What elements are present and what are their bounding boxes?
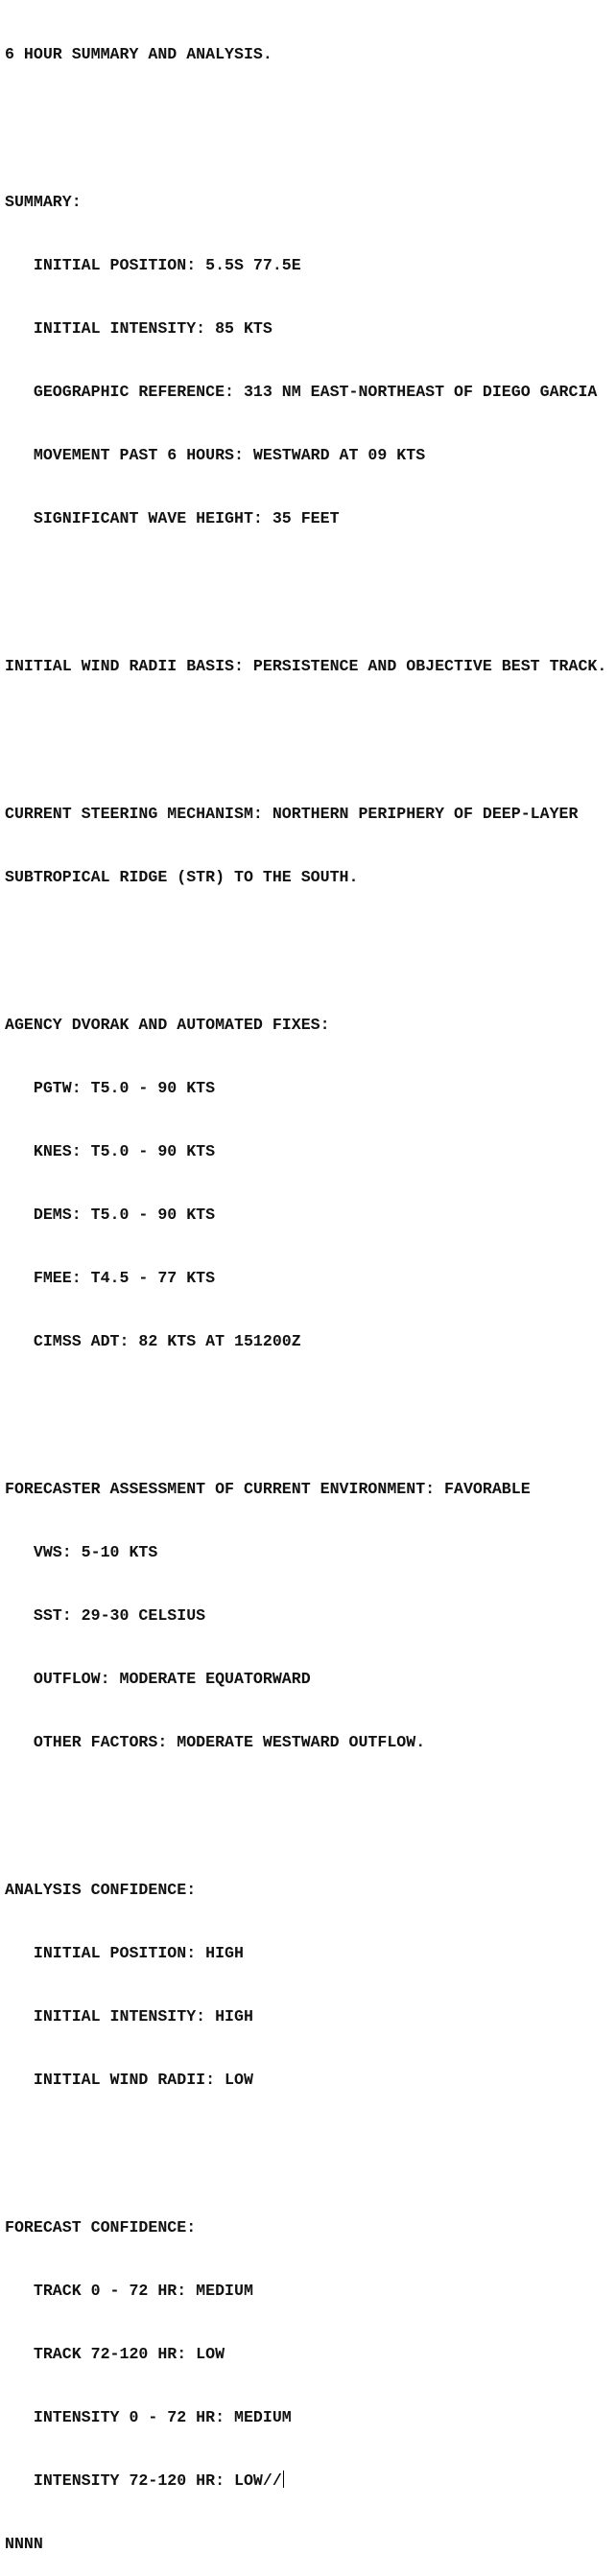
blank-line xyxy=(5,572,615,593)
forecast-confidence-track-0-72: TRACK 0 - 72 HR: MEDIUM xyxy=(33,2282,253,2300)
environment-vws: VWS: 5-10 KTS xyxy=(33,1543,158,1561)
bulletin-header: 6 HOUR SUMMARY AND ANALYSIS. xyxy=(5,45,272,63)
summary-wave-height: SIGNIFICANT WAVE HEIGHT: 35 FEET xyxy=(33,509,340,527)
environment-outflow: OUTFLOW: MODERATE EQUATORWARD xyxy=(33,1670,311,1688)
blank-line xyxy=(5,1795,615,1816)
forecast-confidence-track-72-120: TRACK 72-120 HR: LOW xyxy=(33,2345,225,2363)
summary-initial-intensity: INITIAL INTENSITY: 85 KTS xyxy=(33,319,272,338)
analysis-confidence-position: INITIAL POSITION: HIGH xyxy=(33,1944,244,1962)
blank-line xyxy=(5,107,615,129)
blank-line xyxy=(5,1394,615,1416)
summary-geographic-reference: GEOGRAPHIC REFERENCE: 313 NM EAST-NORTHEAST OF DIEGO GARCIA xyxy=(33,383,598,401)
environment-sst: SST: 29-30 CELSIUS xyxy=(33,1606,206,1625)
text-cursor xyxy=(283,2471,284,2488)
analysis-confidence-intensity: INITIAL INTENSITY: HIGH xyxy=(33,2007,253,2026)
wind-radii-basis: INITIAL WIND RADII BASIS: PERSISTENCE AND OBJECTIVE BEST TRACK. xyxy=(5,657,607,675)
analysis-confidence-wind-radii: INITIAL WIND RADII: LOW xyxy=(33,2071,253,2089)
summary-heading: SUMMARY: xyxy=(5,193,82,211)
summary-movement: MOVEMENT PAST 6 HOURS: WESTWARD AT 09 KTS xyxy=(33,446,426,464)
summary-initial-position: INITIAL POSITION: 5.5S 77.5E xyxy=(33,256,301,274)
steering-mechanism-line-1: CURRENT STEERING MECHANISM: NORTHERN PERIPHERY OF DEEP-LAYER xyxy=(5,805,579,823)
blank-line xyxy=(5,719,615,740)
forecast-confidence-heading: FORECAST CONFIDENCE: xyxy=(5,2218,197,2236)
end-marker: NNNN xyxy=(5,2535,43,2553)
bulletin-text xyxy=(5,2,615,2576)
fix-pgtw: PGTW: T5.0 - 90 KTS xyxy=(33,1079,216,1097)
forecast-confidence-intensity-72-120: INTENSITY 72-120 HR: LOW// xyxy=(33,2471,282,2490)
environment-other-factors: OTHER FACTORS: MODERATE WESTWARD OUTFLOW. xyxy=(33,1733,426,1751)
steering-mechanism-line-2: SUBTROPICAL RIDGE (STR) TO THE SOUTH. xyxy=(5,868,359,886)
environment-heading: FORECASTER ASSESSMENT OF CURRENT ENVIRONMENT: FAVORABLE xyxy=(5,1480,531,1498)
fix-knes: KNES: T5.0 - 90 KTS xyxy=(33,1142,216,1160)
fixes-heading: AGENCY DVORAK AND AUTOMATED FIXES: xyxy=(5,1016,330,1034)
fix-dems: DEMS: T5.0 - 90 KTS xyxy=(33,1206,216,1224)
fix-fmee: FMEE: T4.5 - 77 KTS xyxy=(33,1269,216,1287)
forecast-confidence-intensity-0-72: INTENSITY 0 - 72 HR: MEDIUM xyxy=(33,2408,292,2426)
analysis-confidence-heading: ANALYSIS CONFIDENCE: xyxy=(5,1881,197,1899)
blank-line xyxy=(5,2133,615,2154)
fix-cimss-adt: CIMSS ADT: 82 KTS AT 151200Z xyxy=(33,1332,301,1350)
blank-line xyxy=(5,930,615,951)
